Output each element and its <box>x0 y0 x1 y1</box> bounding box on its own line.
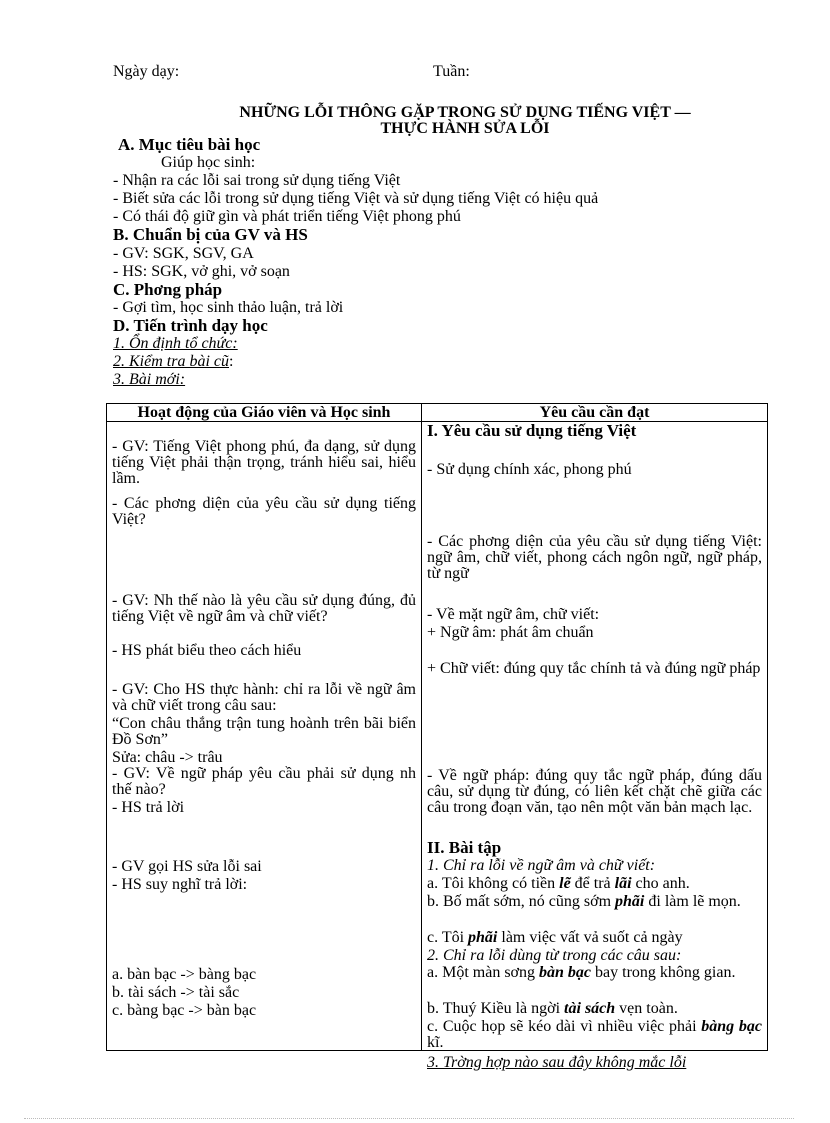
section-c-item: - Gợi tìm, học sinh thảo luận, trả lời <box>113 298 344 316</box>
section-a-intro: Giúp học sinh: <box>161 154 256 172</box>
lesson-outline <box>113 136 598 389</box>
week-label: Tuần: <box>433 63 470 80</box>
activity-paragraph: c. bàng bạc -> bàn bạc <box>112 1002 257 1019</box>
section-b-item: - GV: SGK, SGV, GA <box>113 244 254 262</box>
exercise-instruction: 1. Chỉ ra lỗi về ngữ âm và chữ viết: <box>427 857 656 874</box>
exercise-sentence: b. Bố mất sớm, nó cũng sớm phãi đi làm lẽ mọn. <box>427 893 741 910</box>
lesson-title-line-1: NHỮNG LỖI THÔNG GẶP TRONG SỬ DỤNG TIẾNG VIỆT — <box>239 104 691 121</box>
requirement-paragraph: - Các phơng diện của yêu cầu sử dụng tiếng Việt: ngữ âm, chữ viết, phong cách ngôn ngữ, ngữ pháp, từ ngữ <box>427 533 762 583</box>
exercises-heading: II. Bài tập <box>427 838 502 857</box>
requirement-paragraph: - Về ngữ pháp: đúng quy tắc ngữ pháp, đúng dấu câu, sử dụng từ đúng, có liên kết chặt chẽ giữa các câu trong đoạn văn, tạo nên một văn bản mạch lạc. <box>427 767 762 817</box>
activity-paragraph: - HS phát biểu theo cách hiểu <box>112 642 302 659</box>
lesson-title-line-2: THỰC HÀNH SỬA LỖI <box>380 120 550 137</box>
column-header-activities: Hoạt động của Giáo viên và Học sinh <box>107 404 422 422</box>
activity-paragraph: b. tài sách -> tài sắc <box>112 984 240 1001</box>
section-a-item: - Biết sửa các lỗi trong sử dụng tiếng Việt và sử dụng tiếng Việt có hiệu quả <box>113 190 599 208</box>
activity-paragraph: - GV: Tiếng Việt phong phú, đa dạng, sử dụng tiếng Việt phải thận trọng, tránh hiểu sai, hiểu lầm. <box>112 438 416 488</box>
exercise-sentence: c. Cuộc họp sẽ kéo dài vì nhiều việc phải bàng bạc kĩ. <box>427 1018 763 1052</box>
activity-paragraph: - GV: Cho HS thực hành: chỉ ra lỗi về ngữ âm và chữ viết trong câu sau: <box>112 681 416 715</box>
requirements-heading-1: I. Yêu cầu sử dụng tiếng Việt <box>427 421 637 440</box>
requirement-paragraph: + Chữ viết: đúng quy tắc chính tả và đúng ngữ pháp <box>427 660 761 677</box>
activity-paragraph: - HS trả lời <box>112 799 185 816</box>
column-header-requirements: Yêu cầu cần đạt <box>422 404 768 422</box>
requirement-paragraph: + Ngữ âm: phát âm chuẩn <box>427 624 594 641</box>
activity-paragraph: - GV gọi HS sửa lỗi sai <box>112 858 262 875</box>
section-d-heading: D. Tiến trình dạy học <box>113 315 268 335</box>
section-a-heading: A. Mục tiêu bài học <box>118 135 261 154</box>
section-d-item: 1. Ổn định tổ chức: <box>113 335 238 353</box>
exercise-sentence: b. Thuý Kiều là ngời tài sách vẹn toàn. <box>427 1000 678 1017</box>
requirement-paragraph: - Sử dụng chính xác, phong phú <box>427 461 632 478</box>
section-a-item: - Có thái độ giữ gìn và phát triển tiếng Việt phong phú <box>113 208 461 226</box>
section-d-item: 2. Kiểm tra bài cũ: <box>113 353 234 371</box>
requirements-cell <box>422 421 768 1071</box>
activity-paragraph: - Các phơng diện của yêu cầu sử dụng tiếng Việt? <box>112 495 416 529</box>
activity-paragraph: - GV: Về ngữ pháp yêu cầu phải sử dụng nh thế nào? <box>112 765 416 799</box>
section-d-item: 3. Bài mới: <box>113 371 186 389</box>
lesson-plan-table <box>106 403 768 1071</box>
section-a-item: - Nhận ra các lỗi sai trong sử dụng tiếng Việt <box>113 172 401 190</box>
activity-paragraph: - HS suy nghĩ trả lời: <box>112 876 248 893</box>
section-c-heading: C. Phơng pháp <box>113 279 223 299</box>
activity-paragraph: Sửa: châu -> trâu <box>112 749 223 766</box>
activity-paragraph: “Con châu thắng trận tung hoành trên bãi biển Đồ Sơn” <box>112 715 416 749</box>
exercise-instruction: 3. Trờng hợp nào sau đây không mắc lỗi <box>427 1054 687 1071</box>
exercise-sentence: a. Một màn sơng bàn bạc bay trong không gian. <box>427 964 736 981</box>
date-label: Ngày dạy: <box>113 63 180 80</box>
exercise-sentence: c. Tôi phãi làm việc vất vả suốt cả ngày <box>427 929 683 946</box>
activity-paragraph: - GV: Nh thế nào là yêu cầu sử dụng đúng, đủ tiếng Việt về ngữ âm và chữ viết? <box>112 592 416 626</box>
requirement-paragraph: - Về mặt ngữ âm, chữ viết: <box>427 606 600 623</box>
section-b-heading: B. Chuẩn bị của GV và HS <box>113 225 308 245</box>
page-bottom-rule <box>24 1118 794 1119</box>
exercise-sentence: a. Tôi không có tiền lẽ để trả lãi cho anh. <box>427 875 690 892</box>
activity-paragraph: a. bàn bạc -> bàng bạc <box>112 966 257 983</box>
activities-cell <box>107 422 422 1051</box>
section-b-item: - HS: SGK, vở ghi, vở soạn <box>113 262 290 280</box>
exercise-instruction: 2. Chỉ ra lỗi dùng từ trong các câu sau: <box>427 947 682 964</box>
